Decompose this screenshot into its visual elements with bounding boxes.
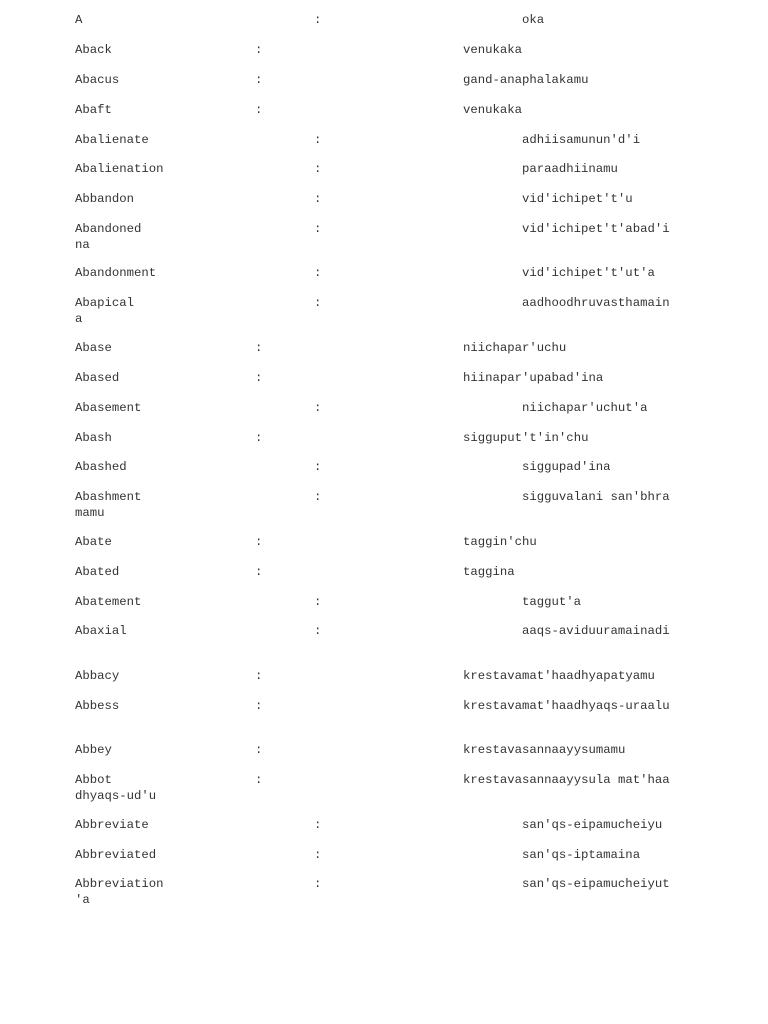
entry-term: Abandoned bbox=[75, 222, 142, 236]
entry-term: Abapical bbox=[75, 296, 135, 310]
entry-term: Abbreviation bbox=[75, 877, 164, 891]
entry-meaning: krestavamat'haadhyaqs-uraalu bbox=[463, 699, 670, 713]
entry-continuation: na bbox=[75, 237, 90, 252]
entry-meaning: krestavasannaayysumamu bbox=[463, 743, 626, 757]
entry-separator: : bbox=[314, 133, 322, 147]
entry-term: Abalienation bbox=[75, 162, 164, 176]
entry-term: Abatement bbox=[75, 595, 142, 609]
entry-separator: : bbox=[314, 401, 322, 415]
entry-term: Abalienate bbox=[75, 133, 149, 147]
entry-term: Abbreviated bbox=[75, 848, 157, 862]
entry-term: Abbess bbox=[75, 699, 120, 713]
entry-term: Abacus bbox=[75, 73, 120, 87]
entry-continuation: mamu bbox=[75, 505, 105, 520]
entry-meaning: siggupad'ina bbox=[522, 460, 611, 474]
entry-term: Abbey bbox=[75, 743, 112, 757]
entry-term: Aback bbox=[75, 43, 112, 57]
entry-meaning: krestavasannaayysula mat'haa bbox=[463, 773, 670, 787]
entry-meaning: taggina bbox=[463, 565, 515, 579]
entry-term: Abaft bbox=[75, 103, 112, 117]
entry-meaning: vid'ichipet't'abad'i bbox=[522, 222, 670, 236]
entry-meaning: taggut'a bbox=[522, 595, 582, 609]
entry-term: Abaxial bbox=[75, 624, 127, 638]
entry-term: Abased bbox=[75, 371, 120, 385]
entry-separator: : bbox=[255, 699, 263, 713]
entry-separator: : bbox=[255, 73, 263, 87]
entry-separator: : bbox=[255, 669, 263, 683]
entry-separator: : bbox=[314, 877, 322, 891]
entry-term: Abbacy bbox=[75, 669, 120, 683]
entry-meaning: aadhoodhruvasthamain bbox=[522, 296, 670, 310]
entry-term: Abash bbox=[75, 431, 112, 445]
entry-continuation: a bbox=[75, 311, 83, 326]
entry-separator: : bbox=[255, 565, 263, 579]
entry-meaning: hiinapar'upabad'ina bbox=[463, 371, 604, 385]
entry-separator: : bbox=[255, 371, 263, 385]
entry-meaning: gand-anaphalakamu bbox=[463, 73, 589, 87]
entry-separator: : bbox=[314, 624, 322, 638]
entry-separator: : bbox=[314, 13, 322, 27]
entry-term: Abasement bbox=[75, 401, 142, 415]
entry-separator: : bbox=[314, 490, 322, 504]
entry-separator: : bbox=[314, 296, 322, 310]
entry-term: Abbot bbox=[75, 773, 112, 787]
entry-separator: : bbox=[314, 848, 322, 862]
entry-separator: : bbox=[255, 43, 263, 57]
entry-meaning: vid'ichipet't'u bbox=[522, 192, 633, 206]
entry-meaning: venukaka bbox=[463, 103, 523, 117]
entry-meaning: vid'ichipet't'ut'a bbox=[522, 266, 655, 280]
entry-separator: : bbox=[255, 431, 263, 445]
entry-meaning: san'qs-eipamucheiyut bbox=[522, 877, 670, 891]
entry-meaning: niichapar'uchu bbox=[463, 341, 567, 355]
entry-separator: : bbox=[255, 341, 263, 355]
entry-meaning: san'qs-iptamaina bbox=[522, 848, 641, 862]
entry-meaning: paraadhiinamu bbox=[522, 162, 618, 176]
entry-continuation: dhyaqs-ud'u bbox=[75, 788, 157, 803]
entry-term: Abate bbox=[75, 535, 112, 549]
entry-meaning: adhiisamunun'd'i bbox=[522, 133, 641, 147]
entry-separator: : bbox=[255, 535, 263, 549]
entry-meaning: sigguvalani san'bhra bbox=[522, 490, 670, 504]
entry-separator: : bbox=[255, 103, 263, 117]
entry-separator: : bbox=[314, 222, 322, 236]
entry-meaning: niichapar'uchut'a bbox=[522, 401, 648, 415]
entry-separator: : bbox=[314, 162, 322, 176]
entry-meaning: krestavamat'haadhyapatyamu bbox=[463, 669, 655, 683]
entry-meaning: sigguput't'in'chu bbox=[463, 431, 589, 445]
entry-meaning: venukaka bbox=[463, 43, 523, 57]
entry-separator: : bbox=[314, 192, 322, 206]
entry-term: Abashed bbox=[75, 460, 127, 474]
entry-meaning: taggin'chu bbox=[463, 535, 537, 549]
entry-term: Abbandon bbox=[75, 192, 135, 206]
entry-meaning: san'qs-eipamucheiyu bbox=[522, 818, 663, 832]
entry-separator: : bbox=[255, 743, 263, 757]
entry-separator: : bbox=[314, 266, 322, 280]
entry-meaning: aaqs-aviduuramainadi bbox=[522, 624, 670, 638]
entry-term: Abandonment bbox=[75, 266, 157, 280]
entry-term: Abase bbox=[75, 341, 112, 355]
entry-separator: : bbox=[314, 460, 322, 474]
entry-separator: : bbox=[314, 595, 322, 609]
entry-separator: : bbox=[314, 818, 322, 832]
entry-separator: : bbox=[255, 773, 263, 787]
entry-term: Abated bbox=[75, 565, 120, 579]
entry-meaning: oka bbox=[522, 13, 545, 27]
entry-term: Abbreviate bbox=[75, 818, 149, 832]
entry-term: A bbox=[75, 13, 83, 27]
entry-term: Abashment bbox=[75, 490, 142, 504]
entry-continuation: 'a bbox=[75, 892, 90, 907]
